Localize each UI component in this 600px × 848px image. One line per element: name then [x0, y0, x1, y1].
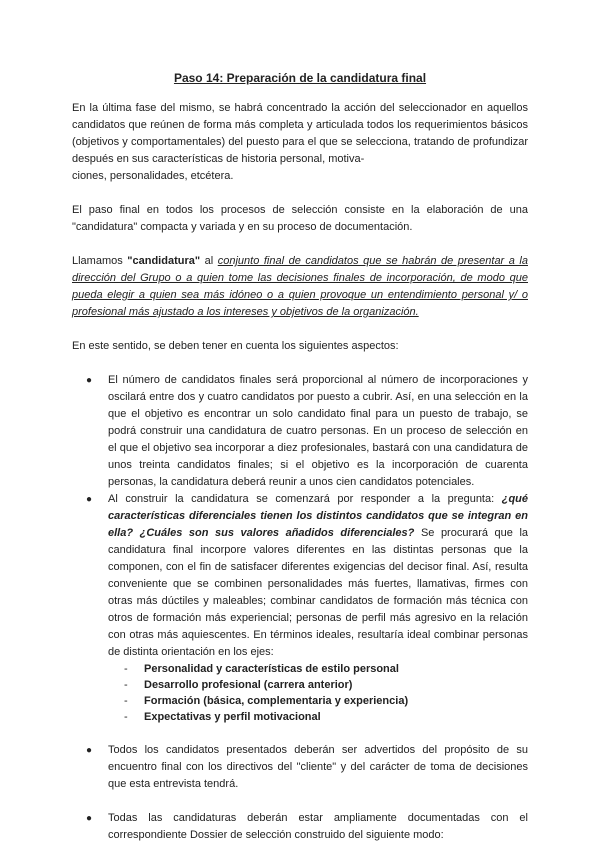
- bullet-icon: ●: [86, 813, 93, 824]
- sublist-item-text: Personalidad y características de estilo personal: [144, 663, 399, 675]
- sublist-item-text: Expectativas y perfil motivacional: [144, 711, 321, 723]
- sublist-item-text: Desarrollo profesional (carrera anterior): [144, 679, 353, 691]
- list-item: [72, 372, 528, 491]
- bullet-icon: ●: [86, 745, 93, 756]
- sublist-item-text: Formación (básica, complementaria y experiencia): [144, 695, 409, 707]
- definition-lead: Llamamos: [72, 255, 128, 267]
- aspects-list-continued: [72, 742, 528, 793]
- bullet-icon: ●: [86, 375, 93, 386]
- sublist-item: [108, 709, 528, 725]
- dash-icon: -: [124, 679, 128, 691]
- paragraph-final-phase: [72, 100, 528, 185]
- paragraph-final-phase-tail: ciones, personalidades, etcétera.: [72, 170, 234, 182]
- page-title: Paso 14: Preparación de la candidatura final: [173, 71, 427, 85]
- list-item-text: Todas las candidaturas deberán estar ampliamente documentadas con el correspondiente Dossier de selección construido del siguiente modo:: [108, 812, 528, 841]
- bullet-icon: ●: [86, 494, 93, 505]
- dash-icon: -: [124, 663, 128, 675]
- list-item-text: El número de candidatos finales será proporcional al número de incorporaciones y oscilará entre dos y cuatro candidatos por puesto a cubrir. Así, en una selección en la que el objetivo es encontrar un solo candidato final para un puesto de trabajo, se podrá construir una candidatura de cuatro personas. En un proceso de selección en el que el objetivo sea incorporar a diez profesionales, bastará con una candidatura de unos treinta candidatos finales; si el objetivo es la incorporación de cuarenta personas, la candidatura deberá reunir a unos cien candidatos potenciales.: [108, 374, 528, 488]
- aspects-list: [72, 372, 528, 725]
- list-item: [72, 491, 528, 725]
- dash-icon: -: [124, 695, 128, 707]
- paragraph-final-step: El paso final en todos los procesos de selección consiste en la elaboración de una "candidatura" compacta y variada y en su proceso de documentación.: [72, 204, 528, 233]
- definition-text: conjunto final de candidatos que se habrán de presentar a la dirección del Grupo o a quien tome las decisiones finales de incorporación, de modo que pueda elegir a quien sea más idóneo o a quien provoque un entendimiento personal y/ o profesional más ajustado a los intereses y objetivos de la organización.: [72, 255, 528, 318]
- sublist-item: [108, 661, 528, 677]
- list-item-lead: Al construir la candidatura se comenzará por responder a la pregunta:: [108, 493, 502, 505]
- paragraph-definition: [72, 253, 528, 321]
- paragraph-aspects-intro: En este sentido, se deben tener en cuenta los siguientes aspectos:: [72, 340, 399, 352]
- sublist-item: [108, 693, 528, 709]
- dash-icon: -: [124, 711, 128, 723]
- document-page: [72, 70, 528, 844]
- aspects-list-final: [72, 810, 528, 844]
- paragraph-final-phase-text: En la última fase del mismo, se habrá concentrado la acción del seleccionador en aquellos candidatos que reúnen de forma más completa y articulada todos los requerimientos básicos (objetivos y comportamentales) del puesto para el que se selecciona, tratando de profundizar después en sus características de historia personal, motiva-: [72, 102, 528, 165]
- list-item: [72, 810, 528, 844]
- axes-sublist: [108, 661, 528, 725]
- list-item: [72, 742, 528, 793]
- list-item-text: Se procurará que la candidatura final incorpore valores diferentes en las distintas personas que la componen, con el fin de satisfacer diferentes exigencias del decisor final. Así, resulta conveniente que se combinen personalidades más fuertes, llamativas, firmes con otras más dúctiles y maleables; combinar candidatos de formación más técnica con otros de formación más experiencial; personas de perfil más agresivo en la relación con otras más aquiescentes. En términos ideales, resultaría ideal combinar personas de distinta orientación en los ejes:: [108, 527, 529, 658]
- definition-mid: al: [200, 255, 218, 267]
- definition-term: "candidatura": [127, 255, 201, 267]
- list-item-text: Todos los candidatos presentados deberán ser advertidos del propósito de su encuentro final con los directivos del "cliente" y del carácter de toma de decisiones que esta entrevista tendrá.: [108, 744, 528, 790]
- sublist-item: [108, 677, 528, 693]
- list-item-question: ¿qué características diferenciales tienen los distintos candidatos que se integran en ella? ¿Cuáles son sus valores añadidos diferenciales?: [108, 493, 528, 539]
